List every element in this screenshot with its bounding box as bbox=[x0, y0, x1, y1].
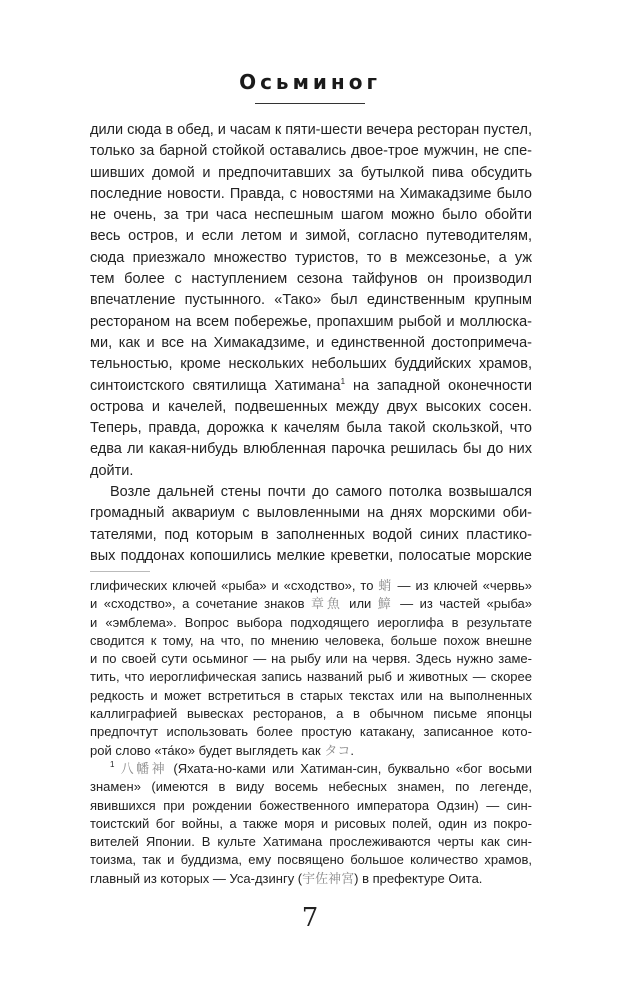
text-line bbox=[90, 141, 532, 162]
text-line bbox=[90, 226, 532, 247]
text-segment: дили сюда в обед, и часам к пяти-шести вечера ресторан пустел, bbox=[90, 122, 532, 138]
footnote-line bbox=[90, 577, 532, 595]
text-line bbox=[90, 163, 532, 184]
text-segment: дойти. bbox=[90, 462, 134, 479]
footnote-line bbox=[90, 614, 532, 632]
text-line bbox=[90, 354, 532, 375]
kanji-text: 宇佐神宮 bbox=[302, 871, 355, 887]
footnotes bbox=[90, 577, 532, 888]
text-segment: — из ключей «червь» bbox=[392, 578, 532, 593]
text-segment: впечатление пустынного. «Тако» был единственным крупным bbox=[90, 292, 532, 309]
text-line bbox=[90, 184, 532, 205]
text-line bbox=[90, 525, 532, 546]
text-segment: Возле дальней стены почти до самого потолка возвышался bbox=[110, 484, 532, 501]
text-segment: и «эмблема». Вопрос выбора подходящего иероглифа в результате bbox=[90, 614, 532, 630]
text-line bbox=[90, 205, 532, 226]
text-line bbox=[90, 461, 532, 482]
text-segment: тоистский бог войны, а также моря и рисовых полей, один из покро- bbox=[90, 815, 532, 831]
text-segment: тить, что иероглифическая запись названий рыб и животных — скорее bbox=[90, 669, 532, 685]
kanji-text: 蛸 bbox=[378, 579, 393, 594]
footnote-line bbox=[90, 833, 532, 851]
text-segment: тоизма, так и буддизма, ему посвящено большое количество храмов, bbox=[90, 852, 532, 868]
footnote-line bbox=[90, 778, 532, 796]
footnote-marker: 1 bbox=[340, 376, 346, 386]
page-number: 7 bbox=[301, 903, 319, 933]
text-segment: . bbox=[350, 742, 354, 758]
kanji-text: 八幡神 bbox=[120, 761, 168, 777]
text-segment: предпочтут использовать более простую катакану, записанное кото- bbox=[90, 724, 532, 740]
main-text bbox=[90, 120, 532, 567]
text-line bbox=[90, 418, 532, 439]
text-segment: редкость и может встретиться в старых текстах или на выполненных bbox=[90, 687, 532, 703]
text-segment: тельностью, кроме нескольких небольших буддийских храмов, bbox=[90, 356, 532, 373]
text-segment: (Яхата-но-ками или Хатиман-син, буквально «бог восьми bbox=[167, 760, 532, 776]
kanji-text: タコ bbox=[324, 743, 351, 759]
text-line bbox=[90, 482, 532, 503]
text-line bbox=[90, 248, 532, 269]
text-line bbox=[90, 290, 532, 311]
footnote-line bbox=[90, 760, 532, 778]
text-segment: Теперь, правда, дорожка к качелям была такой скользкой, что bbox=[90, 420, 532, 437]
text-segment: — из частей «рыба» bbox=[393, 596, 532, 612]
text-line bbox=[90, 546, 532, 567]
footnote-line bbox=[90, 595, 532, 613]
text-line bbox=[90, 439, 532, 460]
text-line bbox=[90, 312, 532, 333]
text-segment: знамен» (имеются в виду восемь небесных знамен, по легенде, bbox=[90, 779, 532, 795]
text-segment: и по своей сути осьминог — на рыбу или на червя. Здесь нужно заме- bbox=[90, 651, 532, 667]
text-segment: главный из которых — Уса-дзингу ( bbox=[90, 870, 303, 886]
text-segment: каллиграфией вывесках ресторанов, а в обычном письме японцы bbox=[90, 706, 532, 722]
text-line bbox=[90, 397, 532, 418]
footnote-separator bbox=[90, 571, 150, 572]
title-underline bbox=[255, 103, 365, 104]
footnote-line bbox=[90, 797, 532, 815]
text-segment: явившихся при рождении божественного императора Одзин) — син- bbox=[90, 797, 532, 813]
text-segment: сюда приезжало множество туристов, то в межсезонье, а уж bbox=[90, 249, 532, 266]
text-segment: острова и качелей, подвешенных между двух высоких сосен. bbox=[90, 398, 532, 415]
footnote-line bbox=[90, 705, 532, 723]
footnote-line bbox=[90, 851, 532, 869]
text-segment: рой слово «та́ко» будет выглядеть как bbox=[90, 742, 325, 758]
text-segment: вителей Японии. В культе Хатимана прослеживаются черты как син- bbox=[90, 834, 532, 850]
text-segment: последние новости. Правда, с новостями на Химакадзиме было bbox=[90, 185, 532, 202]
text-segment: только за барной стойкой оставались двое-трое мужчин, не спе- bbox=[90, 143, 532, 160]
footnote-line bbox=[90, 632, 532, 650]
text-segment: вых поддонах копошились мелкие креветки, полосатые морские bbox=[90, 547, 532, 564]
text-segment: ) в префектуре Оита. bbox=[354, 870, 483, 886]
text-line bbox=[90, 120, 532, 141]
footnote-line bbox=[90, 870, 532, 888]
kanji-text: 章魚 bbox=[310, 597, 343, 613]
text-segment: весь остров, и если летом и зимой, согласно путеводителям, bbox=[90, 228, 532, 245]
text-segment: тателями, под которым в заполненных водой синих пластико- bbox=[90, 526, 532, 543]
text-segment: или bbox=[342, 596, 378, 612]
text-segment: шивших домой и предпочитавших за бутылкой пива обсудить bbox=[90, 164, 532, 181]
text-segment: громадный аквариум с выловленными на днях морскими оби- bbox=[90, 505, 532, 522]
text-segment: синтоистского святилища Хатимана bbox=[90, 377, 341, 394]
text-line bbox=[90, 333, 532, 354]
footnote-line bbox=[90, 668, 532, 686]
footnote-line bbox=[90, 687, 532, 705]
text-line bbox=[90, 269, 532, 290]
text-segment: сводится к тому, на что, по мнению человека, больше похож внешне bbox=[90, 632, 532, 648]
chapter-title: Осьминог bbox=[239, 70, 381, 94]
text-segment: едва ли какая-нибудь влюбленная парочка решилась бы до них bbox=[90, 441, 532, 458]
text-segment: глифических ключей «рыба» и «сходство», то bbox=[90, 578, 379, 593]
text-line bbox=[90, 376, 532, 397]
text-segment: ми, как и все на Химакадзиме, и единственной достопримеча- bbox=[90, 334, 532, 351]
footnote-line bbox=[90, 742, 532, 760]
text-line bbox=[90, 503, 532, 524]
footnote-line bbox=[90, 815, 532, 833]
footnote-line bbox=[90, 650, 532, 668]
footnote-line bbox=[90, 723, 532, 741]
footnote-marker: 1 bbox=[110, 759, 115, 769]
kanji-text: 鱆 bbox=[377, 597, 394, 613]
text-segment: на западной оконечности bbox=[345, 377, 532, 394]
text-segment: и «сходство», а сочетание знаков bbox=[90, 596, 311, 612]
text-segment: не очень, за три часа неспешным шагом можно было обойти bbox=[90, 207, 532, 224]
text-segment: рестораном на всем побережье, пропахшим рыбой и моллюска- bbox=[90, 313, 532, 330]
text-segment: тем более с наступлением сезона тайфунов он производил bbox=[90, 271, 532, 288]
